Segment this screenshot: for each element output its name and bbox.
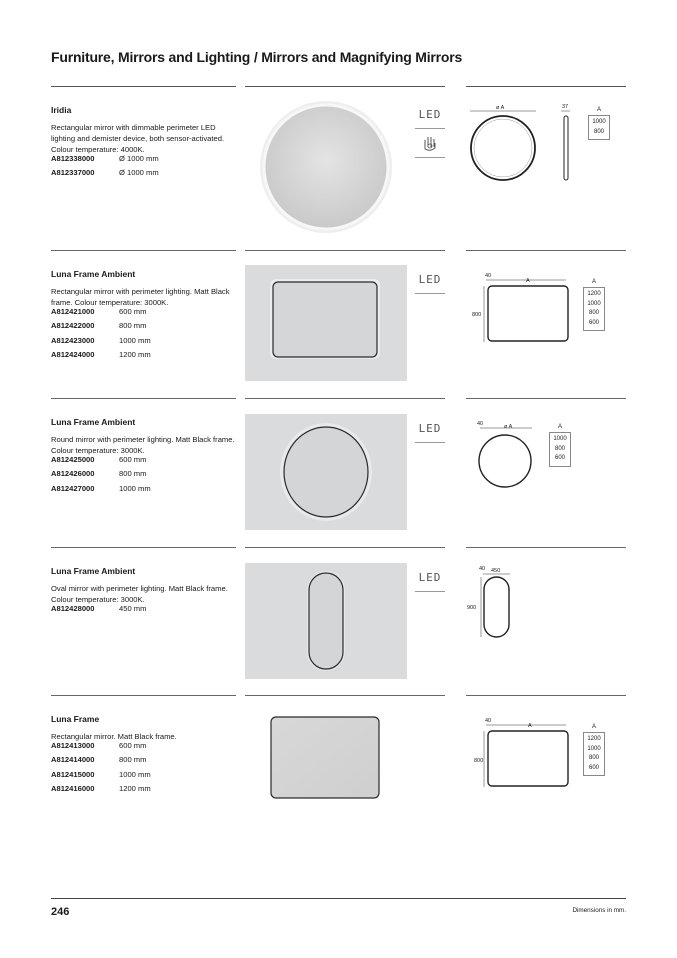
product-name: Luna Frame Ambient xyxy=(51,269,136,279)
dim-width-label: A xyxy=(526,278,530,284)
size-value: 1000 xyxy=(587,745,601,752)
product-code: A812426000 xyxy=(51,469,95,479)
size-value: 1000 xyxy=(592,119,606,125)
product-description: Rectangular mirror with perimeter lighting. Matt Black frame. Colour temperature: 3000K. xyxy=(51,287,230,307)
product-code: A812421000 xyxy=(51,307,95,316)
product-code-row xyxy=(51,484,151,498)
size-value: 800 xyxy=(588,310,599,316)
size-table-header: A xyxy=(596,107,601,113)
luna-oval-mirror-image xyxy=(245,563,407,679)
product-size: Ø 1000 mm xyxy=(119,168,159,178)
dimension-drawing xyxy=(466,563,536,648)
product-code-row xyxy=(51,755,151,769)
size-table xyxy=(583,277,605,331)
size-value: 600 xyxy=(588,764,599,771)
luna-frame-mirror-image xyxy=(245,710,407,826)
size-value: 1200 xyxy=(587,736,601,742)
product-description: Rectangular mirror with dimmable perimeter LED lighting and demister device, both sensor-activated. Colour temperature: 4000K. xyxy=(51,123,225,154)
product-photo xyxy=(245,414,407,530)
product-code: A812424000 xyxy=(51,349,95,359)
product-size: 800 mm xyxy=(119,755,147,765)
product-description: Oval mirror with perimeter lighting. Matt Black frame. Colour temperature: 3000K. xyxy=(51,584,228,604)
size-value: 1000 xyxy=(553,436,567,442)
led-icon: LED xyxy=(415,563,445,592)
product-code-row xyxy=(51,168,159,182)
size-value: 600 xyxy=(588,319,599,326)
product-section-luna-frame-ambient-oval xyxy=(0,547,677,682)
product-code-list xyxy=(51,604,146,618)
footer-rule xyxy=(51,898,626,899)
page-number: 246 xyxy=(51,906,70,918)
led-icon: LED xyxy=(415,100,445,129)
size-value: 1200 xyxy=(587,291,601,297)
product-code-list xyxy=(51,307,151,364)
dim-depth-label: 37 xyxy=(562,104,569,110)
dim-width-label: 450 xyxy=(491,568,501,574)
led-icon: LED xyxy=(415,265,445,294)
product-code: A812337000 xyxy=(51,168,95,178)
dim-width-label: A xyxy=(528,723,532,729)
product-section-luna-frame xyxy=(0,695,677,830)
size-value: 600 xyxy=(554,455,565,461)
dim-diameter-label: ø A xyxy=(504,424,513,430)
dim-height-label: 800 xyxy=(472,312,482,318)
product-code-row xyxy=(51,604,146,618)
product-code: A812425000 xyxy=(51,455,95,464)
product-size: 600 mm xyxy=(119,307,147,316)
size-value: 800 xyxy=(593,128,604,135)
dim-frame-label: 40 xyxy=(485,273,492,279)
product-photo xyxy=(245,100,407,235)
dim-diameter-label: ø A xyxy=(496,105,505,111)
product-size: 1000 mm xyxy=(119,335,151,345)
product-name: Luna Frame xyxy=(51,714,100,724)
product-code: A812413000 xyxy=(51,741,95,750)
product-size: 1200 mm xyxy=(119,349,151,359)
product-size: 800 mm xyxy=(119,321,147,331)
product-code-row xyxy=(51,784,151,798)
product-description: Rectangular mirror. Matt Black frame. xyxy=(51,732,177,741)
size-value: 800 xyxy=(588,755,599,761)
product-size: 800 mm xyxy=(119,469,147,479)
product-code-row xyxy=(51,741,151,755)
luna-rect-mirror-image xyxy=(245,265,407,381)
size-table xyxy=(583,722,605,776)
led-icon: LED xyxy=(415,414,445,443)
product-code: A812428000 xyxy=(51,604,95,613)
product-name: Luna Frame Ambient xyxy=(51,566,136,576)
product-code-list xyxy=(51,455,151,498)
size-table-header: A xyxy=(557,424,562,430)
product-photo xyxy=(245,265,407,381)
product-code-row xyxy=(51,321,151,335)
dim-frame-label: 40 xyxy=(485,718,492,724)
product-code: A812415000 xyxy=(51,769,95,779)
iridia-mirror-image xyxy=(245,100,407,235)
product-code-list xyxy=(51,154,159,183)
product-name: Iridia xyxy=(51,105,72,115)
size-table-header: A xyxy=(591,279,596,285)
product-code: A812414000 xyxy=(51,755,95,765)
product-description: Round mirror with perimeter lighting. Matt Black frame. Colour temperature: 3000K. xyxy=(51,435,235,455)
product-code-row xyxy=(51,154,159,168)
size-table xyxy=(588,105,610,140)
product-code-row xyxy=(51,336,151,350)
size-table-header: A xyxy=(591,724,596,730)
product-code: A812338000 xyxy=(51,154,95,163)
dimension-drawing xyxy=(466,270,586,355)
feature-icons xyxy=(415,265,445,294)
product-code-row xyxy=(51,770,151,784)
product-code-row xyxy=(51,455,151,469)
dim-height-label: 900 xyxy=(467,605,477,611)
product-size: Ø 1000 mm xyxy=(119,154,159,163)
feature-icons xyxy=(415,414,445,443)
product-size: 450 mm xyxy=(119,604,147,613)
dim-frame-label: 40 xyxy=(477,421,484,427)
product-code: A812422000 xyxy=(51,321,95,331)
product-name: Luna Frame Ambient xyxy=(51,417,136,427)
product-code: A812423000 xyxy=(51,335,95,345)
product-code: A812427000 xyxy=(51,483,95,493)
product-code-row xyxy=(51,307,151,321)
size-value: 1000 xyxy=(587,300,601,307)
dimension-drawing xyxy=(466,419,556,504)
dimension-drawing xyxy=(466,102,586,197)
dim-frame-label: 40 xyxy=(479,566,486,572)
product-code-row xyxy=(51,350,151,364)
luna-round-mirror-image xyxy=(245,414,407,530)
size-value: 800 xyxy=(554,445,565,452)
dimension-drawing xyxy=(466,715,586,800)
feature-icons xyxy=(415,563,445,592)
feature-icons xyxy=(415,100,445,158)
product-size: 600 mm xyxy=(119,741,147,750)
size-table xyxy=(549,422,571,467)
product-size: 1000 mm xyxy=(119,483,151,493)
dimensions-note: Dimensions in mm. xyxy=(572,907,626,914)
product-photo xyxy=(245,710,407,826)
product-section-luna-frame-ambient-rect xyxy=(0,250,677,385)
page-title: Furniture, Mirrors and Lighting / Mirrors and Magnifying Mirrors xyxy=(51,49,463,65)
sensor-hand-icon xyxy=(415,129,445,158)
product-section-luna-frame-ambient-round xyxy=(0,398,677,533)
dim-height-label: 800 xyxy=(474,758,484,764)
product-code-list xyxy=(51,741,151,798)
product-size: 600 mm xyxy=(119,455,147,464)
product-section-iridia xyxy=(0,86,677,221)
product-size: 1000 mm xyxy=(119,769,151,779)
product-photo xyxy=(245,563,407,679)
product-size: 1200 mm xyxy=(119,783,151,793)
product-code: A812416000 xyxy=(51,783,95,793)
product-code-row xyxy=(51,469,151,483)
